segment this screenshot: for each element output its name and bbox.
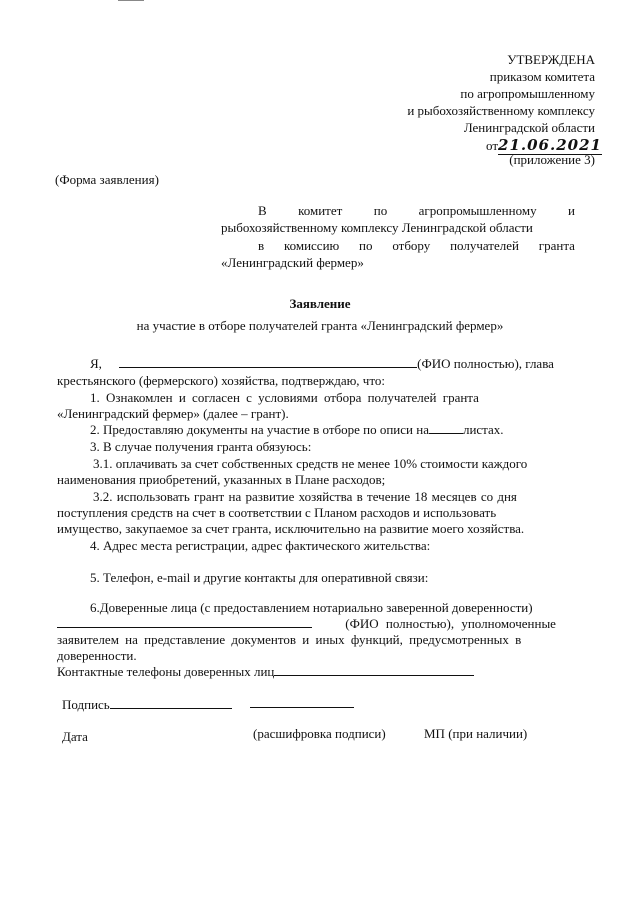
approval-line-2: по агропромышленному (460, 86, 595, 101)
item-6-line-c: заявителем на представление документов и иных функций, предусмотренных в (57, 632, 522, 647)
item-2-text: 2. Предоставляю документы на участие в отборе по описи на (90, 422, 429, 437)
item-2-suffix: листах. (462, 422, 504, 437)
addressee-word: по (359, 238, 373, 253)
addressee-word: по (373, 203, 388, 218)
date-label: Дата (62, 729, 88, 744)
approval-line-1: приказом комитета (489, 69, 595, 84)
item-6-fio-suffix: (ФИО полностью), уполномоченные (345, 616, 556, 631)
item-6-line-a: 6.Доверенные лица (с предоставлением нотариально заверенной доверенности) (90, 600, 533, 615)
item-1-line-a: 1. Ознакомлен и согласен с условиями отбора получателей гранта (90, 390, 479, 405)
contacts-label: Контактные телефоны доверенных лиц (57, 664, 275, 679)
addressee-line-2: рыбохозяйственному комплексу Ленинградской области (221, 220, 533, 235)
decoding-blank[interactable] (250, 707, 354, 708)
item-4: 4. Адрес места регистрации, адрес фактического жительства: (90, 538, 431, 553)
item-3-2-line-b: поступления средств на счет в соответствии с Планом расходов и использовать (57, 505, 497, 520)
addressee-line-3 (258, 238, 575, 254)
signature-blank[interactable] (110, 697, 232, 709)
item-6-line-b (57, 616, 556, 632)
addressee-line-4: «Ленинградский фермер» (221, 255, 364, 270)
applicant-line (90, 356, 554, 372)
addressee-word: отбору (392, 238, 431, 253)
item-3-1-line-b: наименования приобретений, указанных в Плане расходов; (57, 472, 386, 487)
item-3-2-line-a: 3.2. использовать грант на развитие хозяйства в течение 18 месяцев со дня (93, 489, 517, 504)
item-1-line-b: «Ленинградский фермер» (далее – грант). (57, 406, 289, 421)
signature-label: Подпись (62, 697, 110, 712)
addressee-word: агропромышленному (418, 203, 537, 218)
contacts-line (57, 664, 474, 680)
document-subtitle: на участие в отборе получателей гранта «Ленинградский фермер» (136, 318, 504, 333)
approval-appendix: (приложение 3) (509, 152, 595, 167)
document-title: Заявление (289, 296, 351, 311)
contacts-blank[interactable] (274, 664, 474, 676)
body-line: крестьянского (фермерского) хозяйства, подтверждаю, что: (57, 373, 385, 388)
signature-line (62, 697, 232, 713)
addressee-line-1 (258, 203, 575, 219)
addressee-word: и (568, 203, 575, 218)
trusted-persons-blank[interactable] (57, 616, 312, 628)
item-5: 5. Телефон, e-mail и другие контакты для оперативной связи: (90, 570, 429, 585)
item-2 (90, 422, 504, 438)
addressee-word: в (258, 238, 265, 253)
stamp-label: МП (при наличии) (424, 726, 528, 741)
item-3-2-line-c: имущество, закупаемое за счет гранта, исключительно на развитие моего хозяйства. (57, 521, 525, 536)
decoding-label: (расшифровка подписи) (253, 726, 386, 741)
form-label: (Форма заявления) (55, 172, 159, 187)
top-edge-mark (118, 0, 144, 1)
item-3-1-line-a: 3.1. оплачивать за счет собственных средств не менее 10% стоимости каждого (93, 456, 528, 471)
addressee-word: получателей (450, 238, 519, 253)
pages-count-blank[interactable] (429, 422, 463, 434)
addressee-word: комиссию (283, 238, 340, 253)
approval-date-prefix: от (486, 138, 499, 153)
item-6-line-d: доверенности. (57, 648, 137, 663)
approval-date-handwritten: 21.06.2021 (498, 136, 602, 154)
addressee-word: комитет (298, 203, 343, 218)
approval-line-3: и рыбохозяйственному комплексу (407, 103, 595, 118)
addressee-word: гранта (538, 238, 575, 253)
addressee-word: В (258, 203, 267, 218)
approval-line-4: Ленинградской области (463, 120, 595, 135)
fio-suffix: (ФИО полностью), глава (417, 356, 554, 371)
ya-label: Я, (90, 356, 102, 371)
fio-blank[interactable] (119, 356, 417, 368)
item-3: 3. В случае получения гранта обязуюсь: (90, 439, 312, 454)
approval-title: УТВЕРЖДЕНА (507, 52, 595, 67)
